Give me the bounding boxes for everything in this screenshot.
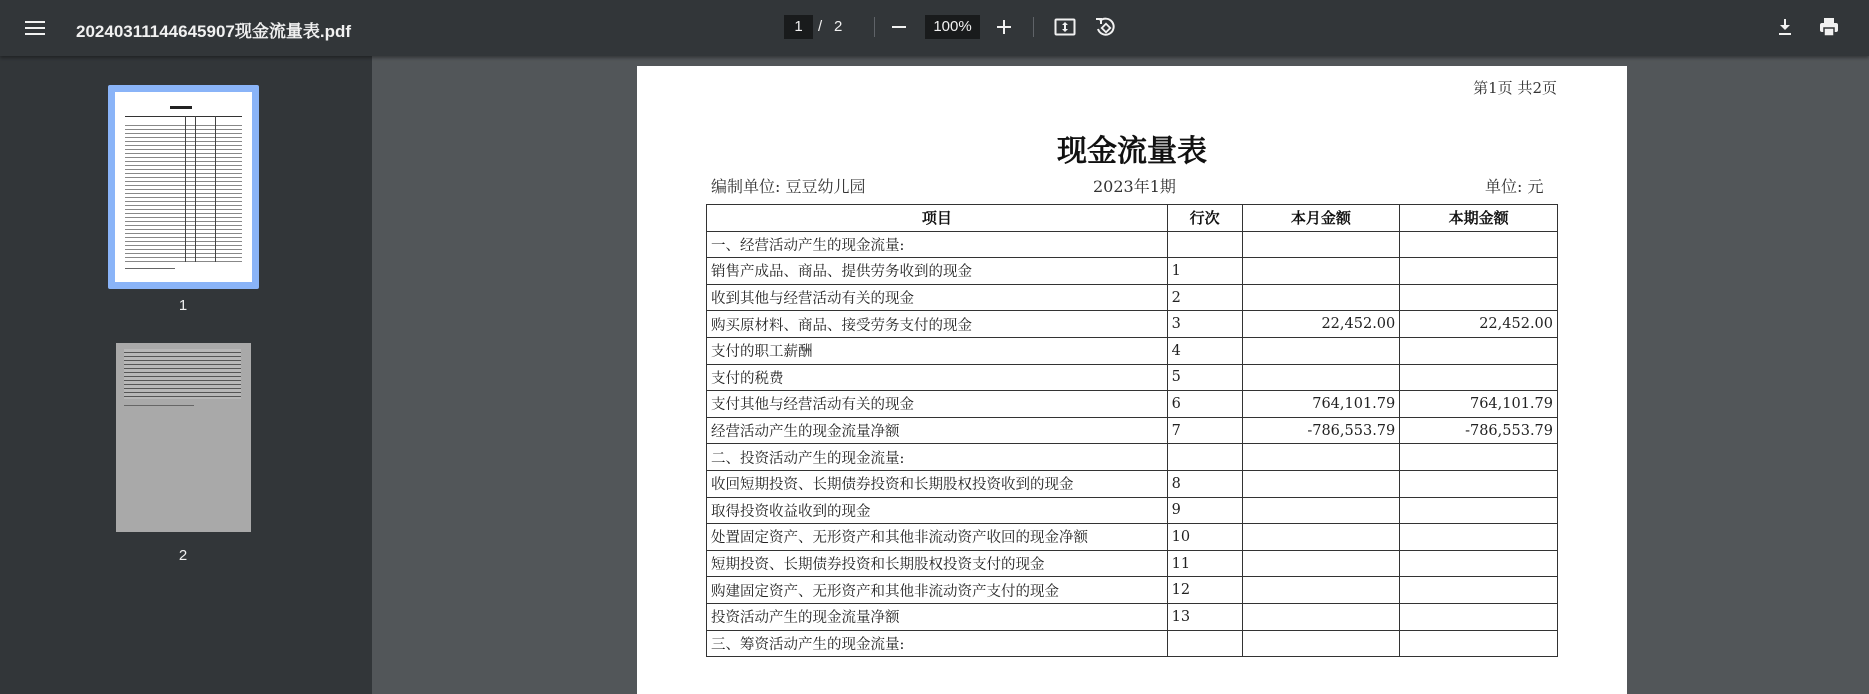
row-item-cell: 收回短期投资、长期债券投资和长期股权投资收到的现金 [707, 470, 1168, 497]
row-line-cell: 7 [1167, 417, 1242, 444]
row-period-amount-cell [1400, 337, 1558, 364]
document-title: 现金流量表 [1057, 134, 1207, 169]
row-month-amount-cell [1242, 364, 1400, 391]
table-row [707, 284, 1558, 311]
row-item-cell: 一、经营活动产生的现金流量: [707, 231, 1168, 258]
row-item-cell: 投资活动产生的现金流量净额 [707, 603, 1168, 630]
page-separator: / [818, 18, 823, 35]
row-month-amount-cell [1242, 470, 1400, 497]
row-item-cell: 短期投资、长期债券投资和长期股权投资支付的现金 [707, 550, 1168, 577]
toolbar-divider [1033, 17, 1034, 37]
row-line-cell: 11 [1167, 550, 1242, 577]
table-row [707, 391, 1558, 418]
column-header: 本月金额 [1242, 205, 1400, 232]
table-row [707, 258, 1558, 285]
row-item-cell: 经营活动产生的现金流量净额 [707, 417, 1168, 444]
table-row [707, 577, 1558, 604]
row-line-cell: 13 [1167, 603, 1242, 630]
thumbnail-page-preview [115, 92, 252, 282]
row-month-amount-cell [1242, 337, 1400, 364]
table-row [707, 311, 1558, 338]
row-month-amount-cell [1242, 284, 1400, 311]
row-month-amount-cell: 764,101.79 [1242, 391, 1400, 418]
row-period-amount-cell [1400, 524, 1558, 551]
thumbnail-page-1[interactable] [108, 85, 259, 289]
row-period-amount-cell [1400, 284, 1558, 311]
print-icon[interactable] [1814, 12, 1844, 42]
row-line-cell: 2 [1167, 284, 1242, 311]
cash-flow-table [706, 204, 1558, 657]
page-number-input[interactable]: 1 [784, 15, 813, 39]
row-item-cell: 购建固定资产、无形资产和其他非流动资产支付的现金 [707, 577, 1168, 604]
row-line-cell [1167, 444, 1242, 471]
row-period-amount-cell [1400, 603, 1558, 630]
row-line-cell: 8 [1167, 470, 1242, 497]
thumbnail-sidebar [0, 56, 372, 694]
page-indicator: 第1页 共2页 [1473, 79, 1557, 97]
table-row [707, 603, 1558, 630]
row-item-cell: 销售产成品、商品、提供劳务收到的现金 [707, 258, 1168, 285]
row-item-cell: 支付的税费 [707, 364, 1168, 391]
row-item-cell: 支付的职工薪酬 [707, 337, 1168, 364]
row-period-amount-cell [1400, 470, 1558, 497]
download-icon[interactable] [1770, 12, 1800, 42]
row-month-amount-cell [1242, 630, 1400, 657]
rotate-icon[interactable] [1090, 12, 1120, 42]
report-period: 2023年1期 [1093, 177, 1176, 196]
row-month-amount-cell: 22,452.00 [1242, 311, 1400, 338]
table-row [707, 337, 1558, 364]
thumbnail-label: 1 [178, 297, 188, 314]
table-body [707, 231, 1558, 657]
row-month-amount-cell [1242, 444, 1400, 471]
row-line-cell: 1 [1167, 258, 1242, 285]
row-line-cell [1167, 231, 1242, 258]
row-month-amount-cell: -786,553.79 [1242, 417, 1400, 444]
row-period-amount-cell [1400, 444, 1558, 471]
row-period-amount-cell [1400, 364, 1558, 391]
column-header: 本期金额 [1400, 205, 1558, 232]
table-row [707, 524, 1558, 551]
row-period-amount-cell [1400, 497, 1558, 524]
row-line-cell: 9 [1167, 497, 1242, 524]
preparing-unit: 编制单位: 豆豆幼儿园 [711, 177, 866, 196]
fit-page-icon[interactable] [1050, 12, 1080, 42]
row-line-cell: 10 [1167, 524, 1242, 551]
row-item-cell: 支付其他与经营活动有关的现金 [707, 391, 1168, 418]
thumbnail-page-2[interactable] [116, 343, 251, 532]
row-period-amount-cell [1400, 550, 1558, 577]
row-item-cell: 处置固定资产、无形资产和其他非流动资产收回的现金净额 [707, 524, 1168, 551]
row-line-cell: 3 [1167, 311, 1242, 338]
zoom-input[interactable]: 100% [925, 15, 980, 39]
row-line-cell: 6 [1167, 391, 1242, 418]
table-row [707, 550, 1558, 577]
row-month-amount-cell [1242, 497, 1400, 524]
document-viewer[interactable] [372, 56, 1869, 694]
pdf-toolbar [0, 0, 1869, 56]
column-header: 行次 [1167, 205, 1242, 232]
row-month-amount-cell [1242, 524, 1400, 551]
file-title: 20240311144645907现金流量表.pdf [76, 22, 352, 41]
row-item-cell: 取得投资收益收到的现金 [707, 497, 1168, 524]
row-period-amount-cell: 22,452.00 [1400, 311, 1558, 338]
row-month-amount-cell [1242, 550, 1400, 577]
row-period-amount-cell [1400, 577, 1558, 604]
zoom-in-icon[interactable] [989, 12, 1019, 42]
table-row [707, 417, 1558, 444]
row-month-amount-cell [1242, 603, 1400, 630]
row-line-cell: 5 [1167, 364, 1242, 391]
row-item-cell: 二、投资活动产生的现金流量: [707, 444, 1168, 471]
column-header: 项目 [707, 205, 1168, 232]
row-month-amount-cell [1242, 577, 1400, 604]
table-row [707, 630, 1558, 657]
page-total: 2 [834, 18, 843, 35]
row-period-amount-cell [1400, 630, 1558, 657]
menu-icon[interactable] [20, 14, 52, 42]
table-row [707, 497, 1558, 524]
row-item-cell: 三、筹资活动产生的现金流量: [707, 630, 1168, 657]
table-row [707, 470, 1558, 497]
table-header-row [707, 205, 1558, 232]
row-period-amount-cell: 764,101.79 [1400, 391, 1558, 418]
table-row [707, 231, 1558, 258]
row-line-cell [1167, 630, 1242, 657]
row-line-cell: 4 [1167, 337, 1242, 364]
table-row [707, 444, 1558, 471]
row-item-cell: 购买原材料、商品、接受劳务支付的现金 [707, 311, 1168, 338]
row-period-amount-cell [1400, 231, 1558, 258]
row-month-amount-cell [1242, 258, 1400, 285]
row-item-cell: 收到其他与经营活动有关的现金 [707, 284, 1168, 311]
zoom-out-icon[interactable] [884, 12, 914, 42]
pdf-page [637, 66, 1627, 694]
currency-unit: 单位: 元 [1485, 177, 1544, 196]
table-row [707, 364, 1558, 391]
row-month-amount-cell [1242, 231, 1400, 258]
row-period-amount-cell: -786,553.79 [1400, 417, 1558, 444]
row-period-amount-cell [1400, 258, 1558, 285]
row-line-cell: 12 [1167, 577, 1242, 604]
toolbar-divider [874, 17, 875, 37]
thumbnail-label: 2 [178, 547, 188, 564]
